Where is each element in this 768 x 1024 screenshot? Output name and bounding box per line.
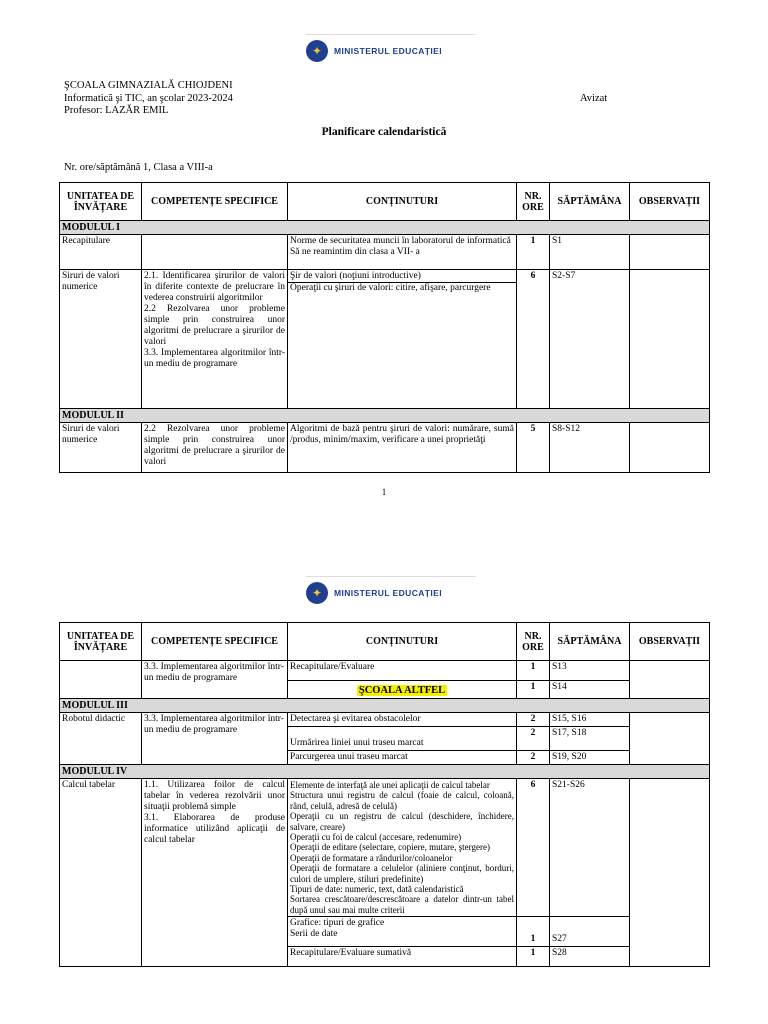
col-header-contents: CONȚINUTURI bbox=[288, 623, 517, 661]
content-item: Tipuri de date: numeric, text, dată calendaristică bbox=[290, 884, 464, 895]
competence-item: 3.3. Implementarea algoritmilor într-un mediu de programare bbox=[144, 348, 285, 369]
hours-per-week-line: Nr. ore/săptămână 1, Clasa a VIII-a bbox=[64, 162, 213, 173]
col-header-week: SĂPTĂMÂNA bbox=[550, 183, 630, 221]
col-header-unit: UNITATEA DE ÎNVĂȚARE bbox=[60, 183, 142, 221]
week-cell: S27 bbox=[550, 917, 630, 947]
content-cell: Parcurgerea unui traseu marcat bbox=[288, 751, 517, 765]
hours-cell: 1 bbox=[517, 917, 550, 947]
week-cell: S8-S12 bbox=[550, 423, 630, 473]
unit-cell: Robotul didactic bbox=[60, 713, 142, 765]
col-header-observations: OBSERVAȚII bbox=[630, 183, 710, 221]
col-header-observations: OBSERVAȚII bbox=[630, 623, 710, 661]
hours-cell: 2 bbox=[517, 713, 550, 727]
planning-table-1 bbox=[59, 182, 710, 473]
content-item: Grafice: tipuri de grafice bbox=[290, 918, 385, 929]
table-row bbox=[60, 270, 710, 409]
avizat-label: Avizat bbox=[580, 93, 608, 104]
document-title: Planificare calendaristică bbox=[321, 126, 447, 138]
week-cell: S1 bbox=[550, 235, 630, 270]
content-item: Elemente de interfaţă ale unei aplicaţii de calcul tabelar bbox=[290, 780, 490, 790]
table-row bbox=[60, 423, 710, 473]
ministry-logo bbox=[306, 576, 476, 610]
unit-cell bbox=[60, 661, 142, 699]
hours-cell: 5 bbox=[517, 423, 550, 473]
content-item: Structura unui registru de calcul (foaie de calcul, coloană, rând, celulă, adresă de celulă) bbox=[290, 790, 514, 811]
planning-table-2 bbox=[59, 622, 710, 967]
content-cell bbox=[288, 917, 517, 947]
school-altfel-highlight: ŞCOALA ALTFEL bbox=[358, 685, 446, 696]
unit-cell: Calcul tabelar bbox=[60, 779, 142, 967]
content-cell bbox=[288, 681, 517, 699]
coat-of-arms-icon: ✦ bbox=[306, 40, 328, 62]
module-row: MODULUL I bbox=[60, 221, 710, 235]
content-item: Şir de valori (noţiuni introductive) bbox=[290, 271, 421, 281]
observations-cell bbox=[630, 779, 710, 967]
week-cell: S2-S7 bbox=[550, 270, 630, 409]
content-cell: Urmărirea liniei unui traseu marcat bbox=[288, 727, 517, 751]
col-header-competences: COMPETENȚE SPECIFICE bbox=[142, 183, 288, 221]
col-header-competences: COMPETENȚE SPECIFICE bbox=[142, 623, 288, 661]
hours-cell: 6 bbox=[517, 270, 550, 409]
page-number: 1 bbox=[381, 487, 387, 497]
content-item: Norme de securitatea muncii în laboratorul de informatică bbox=[290, 236, 511, 246]
ministry-name: MINISTERUL EDUCAȚIEI bbox=[334, 588, 442, 598]
competence-cell bbox=[142, 235, 288, 270]
content-item: Să ne reamintim din clasa a VII- a bbox=[290, 247, 420, 257]
module-row: MODULUL IV bbox=[60, 765, 710, 779]
school-header bbox=[64, 80, 233, 118]
content-cell: Recapitulare/Evaluare sumativă bbox=[288, 947, 517, 967]
col-header-contents: CONȚINUTURI bbox=[288, 183, 517, 221]
ministry-logo bbox=[306, 34, 476, 68]
week-cell: S17, S18 bbox=[550, 727, 630, 751]
content-item: Operaţii cu foi de calcul (accesare, redenumire) bbox=[290, 832, 462, 843]
competence-item: 2.1. Identificarea şirurilor de valori în diferite contexte de prelucrare în vederea construirii algoritmilor bbox=[144, 271, 285, 303]
unit-cell: Recapitulare bbox=[60, 235, 142, 270]
week-cell: S13 bbox=[550, 661, 630, 681]
observations-cell bbox=[630, 423, 710, 473]
content-item: Serii de date bbox=[290, 929, 338, 940]
content-item: Operaţii de formatare a rândurilor/coloanelor bbox=[290, 852, 453, 863]
col-header-hours: NR. ORE bbox=[517, 183, 550, 221]
content-item: Sortarea crescătoare/descrescătoare a datelor dintr-un tabel după unul sau mai multe criterii bbox=[290, 894, 514, 915]
competence-cell: 2.2 Rezolvarea unor probleme simple prin construirea unor algoritmi de prelucrare a şirurilor de valori bbox=[142, 423, 288, 473]
table-row bbox=[60, 713, 710, 727]
content-cell bbox=[288, 270, 517, 409]
table-row bbox=[60, 661, 710, 681]
hours-cell: 2 bbox=[517, 727, 550, 751]
unit-cell: Siruri de valori numerice bbox=[60, 423, 142, 473]
week-cell: S14 bbox=[550, 681, 630, 699]
content-item: Operaţii de editare (selectare, copiere, mutare, ştergere) bbox=[290, 842, 490, 853]
content-cell: Algoritmi de bază pentru şiruri de valori: numărare, sumă /produs, minim/maxim, verificare a unei proprietăţi bbox=[288, 423, 517, 473]
competence-cell: 3.3. Implementarea algoritmilor într-un mediu de programare bbox=[142, 661, 288, 699]
hours-cell: 2 bbox=[517, 751, 550, 765]
content-item: Operaţii cu un registru de calcul (deschidere, închidere, salvare, creare) bbox=[290, 811, 514, 832]
week-cell: S15, S16 bbox=[550, 713, 630, 727]
content-cell bbox=[288, 235, 517, 270]
unit-cell: Siruri de valori numerice bbox=[60, 270, 142, 409]
competence-cell bbox=[142, 779, 288, 967]
module-row: MODULUL III bbox=[60, 699, 710, 713]
content-item: Operaţii de formatare a celulelor (aliniere conţinut, borduri, culori de umplere, stiluri predefinite) bbox=[290, 863, 514, 884]
hours-cell: 1 bbox=[517, 947, 550, 967]
competence-item: 2.2 Rezolvarea unor probleme simple prin construirea unor algoritmi de prelucrare a şirurilor de valori bbox=[144, 304, 285, 347]
observations-cell bbox=[630, 661, 710, 699]
ministry-name: MINISTERUL EDUCAȚIEI bbox=[334, 46, 442, 56]
week-cell: S19, S20 bbox=[550, 751, 630, 765]
table-row bbox=[60, 235, 710, 270]
observations-cell bbox=[630, 270, 710, 409]
competence-item: 3.1. Elaborarea de produse informatice utilizând aplicaţii de calcul tabelar bbox=[144, 813, 285, 845]
content-cell bbox=[288, 779, 517, 917]
competence-item: 1.1. Utilizarea foilor de calcul tabelar în vederea rezolvării unor situaţii problemă simple bbox=[144, 780, 285, 812]
hours-cell: 1 bbox=[517, 661, 550, 681]
content-item: Operaţii cu şiruri de valori: citire, afişare, parcurgere bbox=[288, 282, 516, 294]
teacher-line: Profesor: LAZĂR EMIL bbox=[64, 105, 169, 116]
page-2 bbox=[0, 560, 768, 1024]
week-cell: S28 bbox=[550, 947, 630, 967]
observations-cell bbox=[630, 235, 710, 270]
module-row: MODULUL II bbox=[60, 409, 710, 423]
col-header-unit: UNITATEA DE ÎNVĂȚARE bbox=[60, 623, 142, 661]
observations-cell bbox=[630, 713, 710, 765]
subject-line: Informatică şi TIC, an şcolar 2023-2024 bbox=[64, 92, 233, 104]
competence-cell: 3.3. Implementarea algoritmilor într-un mediu de programare bbox=[142, 713, 288, 765]
hours-cell: 1 bbox=[517, 681, 550, 699]
col-header-hours: NR. ORE bbox=[517, 623, 550, 661]
competence-cell bbox=[142, 270, 288, 409]
hours-cell: 6 bbox=[517, 779, 550, 917]
school-name: ŞCOALA GIMNAZIALĂ CHIOJDENI bbox=[64, 80, 233, 91]
coat-of-arms-icon: ✦ bbox=[306, 582, 328, 604]
col-header-week: SĂPTĂMÂNA bbox=[550, 623, 630, 661]
hours-cell: 1 bbox=[517, 235, 550, 270]
week-cell: S21-S26 bbox=[550, 779, 630, 917]
content-cell: Detectarea şi evitarea obstacolelor bbox=[288, 713, 517, 727]
table-row bbox=[60, 779, 710, 917]
content-cell: Recapitulare/Evaluare bbox=[288, 661, 517, 681]
